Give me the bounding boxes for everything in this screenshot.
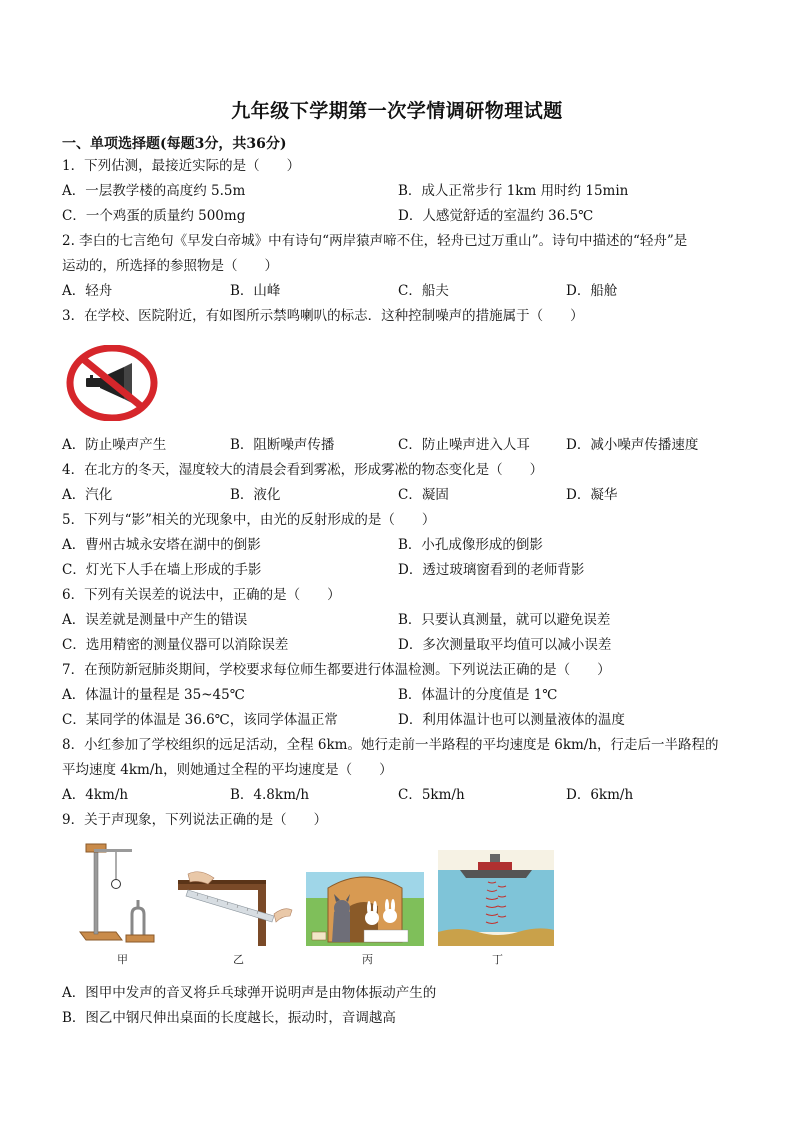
q2-stem-line1: 2. 李白的七言绝句《早发白帝城》中有诗句“两岸猿声啼不住，轻舟已过万重山”。诗句中描述的“轻舟”是 bbox=[62, 233, 688, 249]
q2-option-a: A．轻舟 bbox=[62, 283, 113, 299]
q2-option-d: D．船舱 bbox=[566, 283, 618, 299]
q2-option-c: C．船夫 bbox=[398, 283, 449, 299]
q6-option-a: A．误差就是测量中产生的错误 bbox=[62, 612, 248, 628]
q7-option-b: B．体温计的分度值是 1℃ bbox=[398, 687, 558, 703]
tuning-fork-apparatus-icon bbox=[76, 840, 166, 948]
q6-stem: 6．下列有关误差的说法中，正确的是（ ） bbox=[62, 587, 341, 603]
q5-option-c: C．灯光下人手在墙上形成的手影 bbox=[62, 562, 262, 578]
q7-stem: 7．在预防新冠肺炎期间，学校要求每位师生都要进行体温检测。下列说法正确的是（ ） bbox=[62, 662, 611, 678]
q3-option-a: A．防止噪声产生 bbox=[62, 437, 167, 453]
q1-option-a: A．一层教学楼的高度约 5.5m bbox=[62, 183, 246, 199]
q5-option-b: B．小孔成像形成的倒影 bbox=[398, 537, 543, 553]
figure-caption-jia: 甲 bbox=[117, 953, 128, 966]
figure-caption-yi: 乙 bbox=[233, 953, 244, 966]
q8-option-a: A．4km/h bbox=[62, 787, 129, 803]
q3-option-d: D．减小噪声传播速度 bbox=[566, 437, 699, 453]
q7-option-a: A．体温计的量程是 35~45℃ bbox=[62, 687, 245, 703]
q8-stem-line1: 8．小红参加了学校组织的远足活动，全程 6km。她行走前一半路程的平均速度是 6km/h，行走后一半路程的 bbox=[62, 737, 719, 753]
q4-option-a: A．汽化 bbox=[62, 487, 113, 503]
page-title: 九年级下学期第一次学情调研物理试题 bbox=[231, 100, 563, 122]
ruler-on-table-icon bbox=[178, 870, 296, 946]
q9-stem: 9．关于声现象，下列说法正确的是（ ） bbox=[62, 812, 328, 828]
q3-option-c: C．防止噪声进入人耳 bbox=[398, 437, 530, 453]
q8-option-d: D．6km/h bbox=[566, 787, 634, 803]
q2-stem-line2: 运动的，所选择的参照物是（ ） bbox=[62, 258, 278, 274]
q5-option-a: A．曹州古城永安塔在湖中的倒影 bbox=[62, 537, 261, 553]
q9-option-a: A．图甲中发声的音叉将乒乓球弹开说明声是由物体振动产生的 bbox=[62, 985, 437, 1001]
no-horn-sign-icon bbox=[66, 345, 158, 421]
q1-option-b: B．成人正常步行 1km 用时约 15min bbox=[398, 183, 629, 199]
q5-option-d: D．透过玻璃窗看到的老师背影 bbox=[398, 562, 585, 578]
q3-option-b: B．阻断噪声传播 bbox=[230, 437, 335, 453]
q4-stem: 4．在北方的冬天，湿度较大的清晨会看到雾凇，形成雾凇的物态变化是（ ） bbox=[62, 462, 544, 478]
q1-option-d: D．人感觉舒适的室温约 36.5℃ bbox=[398, 208, 594, 224]
q7-option-d: D．利用体温计也可以测量液体的温度 bbox=[398, 712, 625, 728]
figure-caption-ding: 丁 bbox=[492, 953, 503, 966]
q1-stem: 1．下列估测，最接近实际的是（ ） bbox=[62, 158, 301, 174]
q4-option-d: D．凝华 bbox=[566, 487, 618, 503]
q8-option-b: B．4.8km/h bbox=[230, 787, 310, 803]
section-heading: 一、单项选择题(每题3分，共36分) bbox=[62, 136, 287, 152]
q8-option-c: C．5km/h bbox=[398, 787, 465, 803]
q7-option-c: C．某同学的体温是 36.6℃，该同学体温正常 bbox=[62, 712, 338, 728]
ship-sonar-icon bbox=[438, 850, 554, 946]
q6-option-b: B．只要认真测量，就可以避免误差 bbox=[398, 612, 611, 628]
q8-stem-line2: 平均速度 4km/h，则她通过全程的平均速度是（ ） bbox=[62, 762, 393, 778]
q4-option-b: B．液化 bbox=[230, 487, 281, 503]
q6-option-c: C．选用精密的测量仪器可以消除误差 bbox=[62, 637, 289, 653]
q2-option-b: B．山峰 bbox=[230, 283, 281, 299]
figure-caption-bing: 丙 bbox=[362, 953, 373, 966]
q5-stem: 5．下列与“影”相关的光现象中，由光的反射形成的是（ ） bbox=[62, 512, 436, 528]
q4-option-c: C．凝固 bbox=[398, 487, 449, 503]
q1-option-c: C．一个鸡蛋的质量约 500mg bbox=[62, 208, 246, 224]
q3-stem: 3．在学校、医院附近，有如图所示禁鸣喇叭的标志．这种控制噪声的措施属于（ ） bbox=[62, 308, 584, 324]
q9-option-b: B．图乙中钢尺伸出桌面的长度越长，振动时，音调越高 bbox=[62, 1010, 396, 1026]
q6-option-d: D．多次测量取平均值可以减小误差 bbox=[398, 637, 612, 653]
rabbits-cartoon-icon bbox=[306, 872, 424, 946]
